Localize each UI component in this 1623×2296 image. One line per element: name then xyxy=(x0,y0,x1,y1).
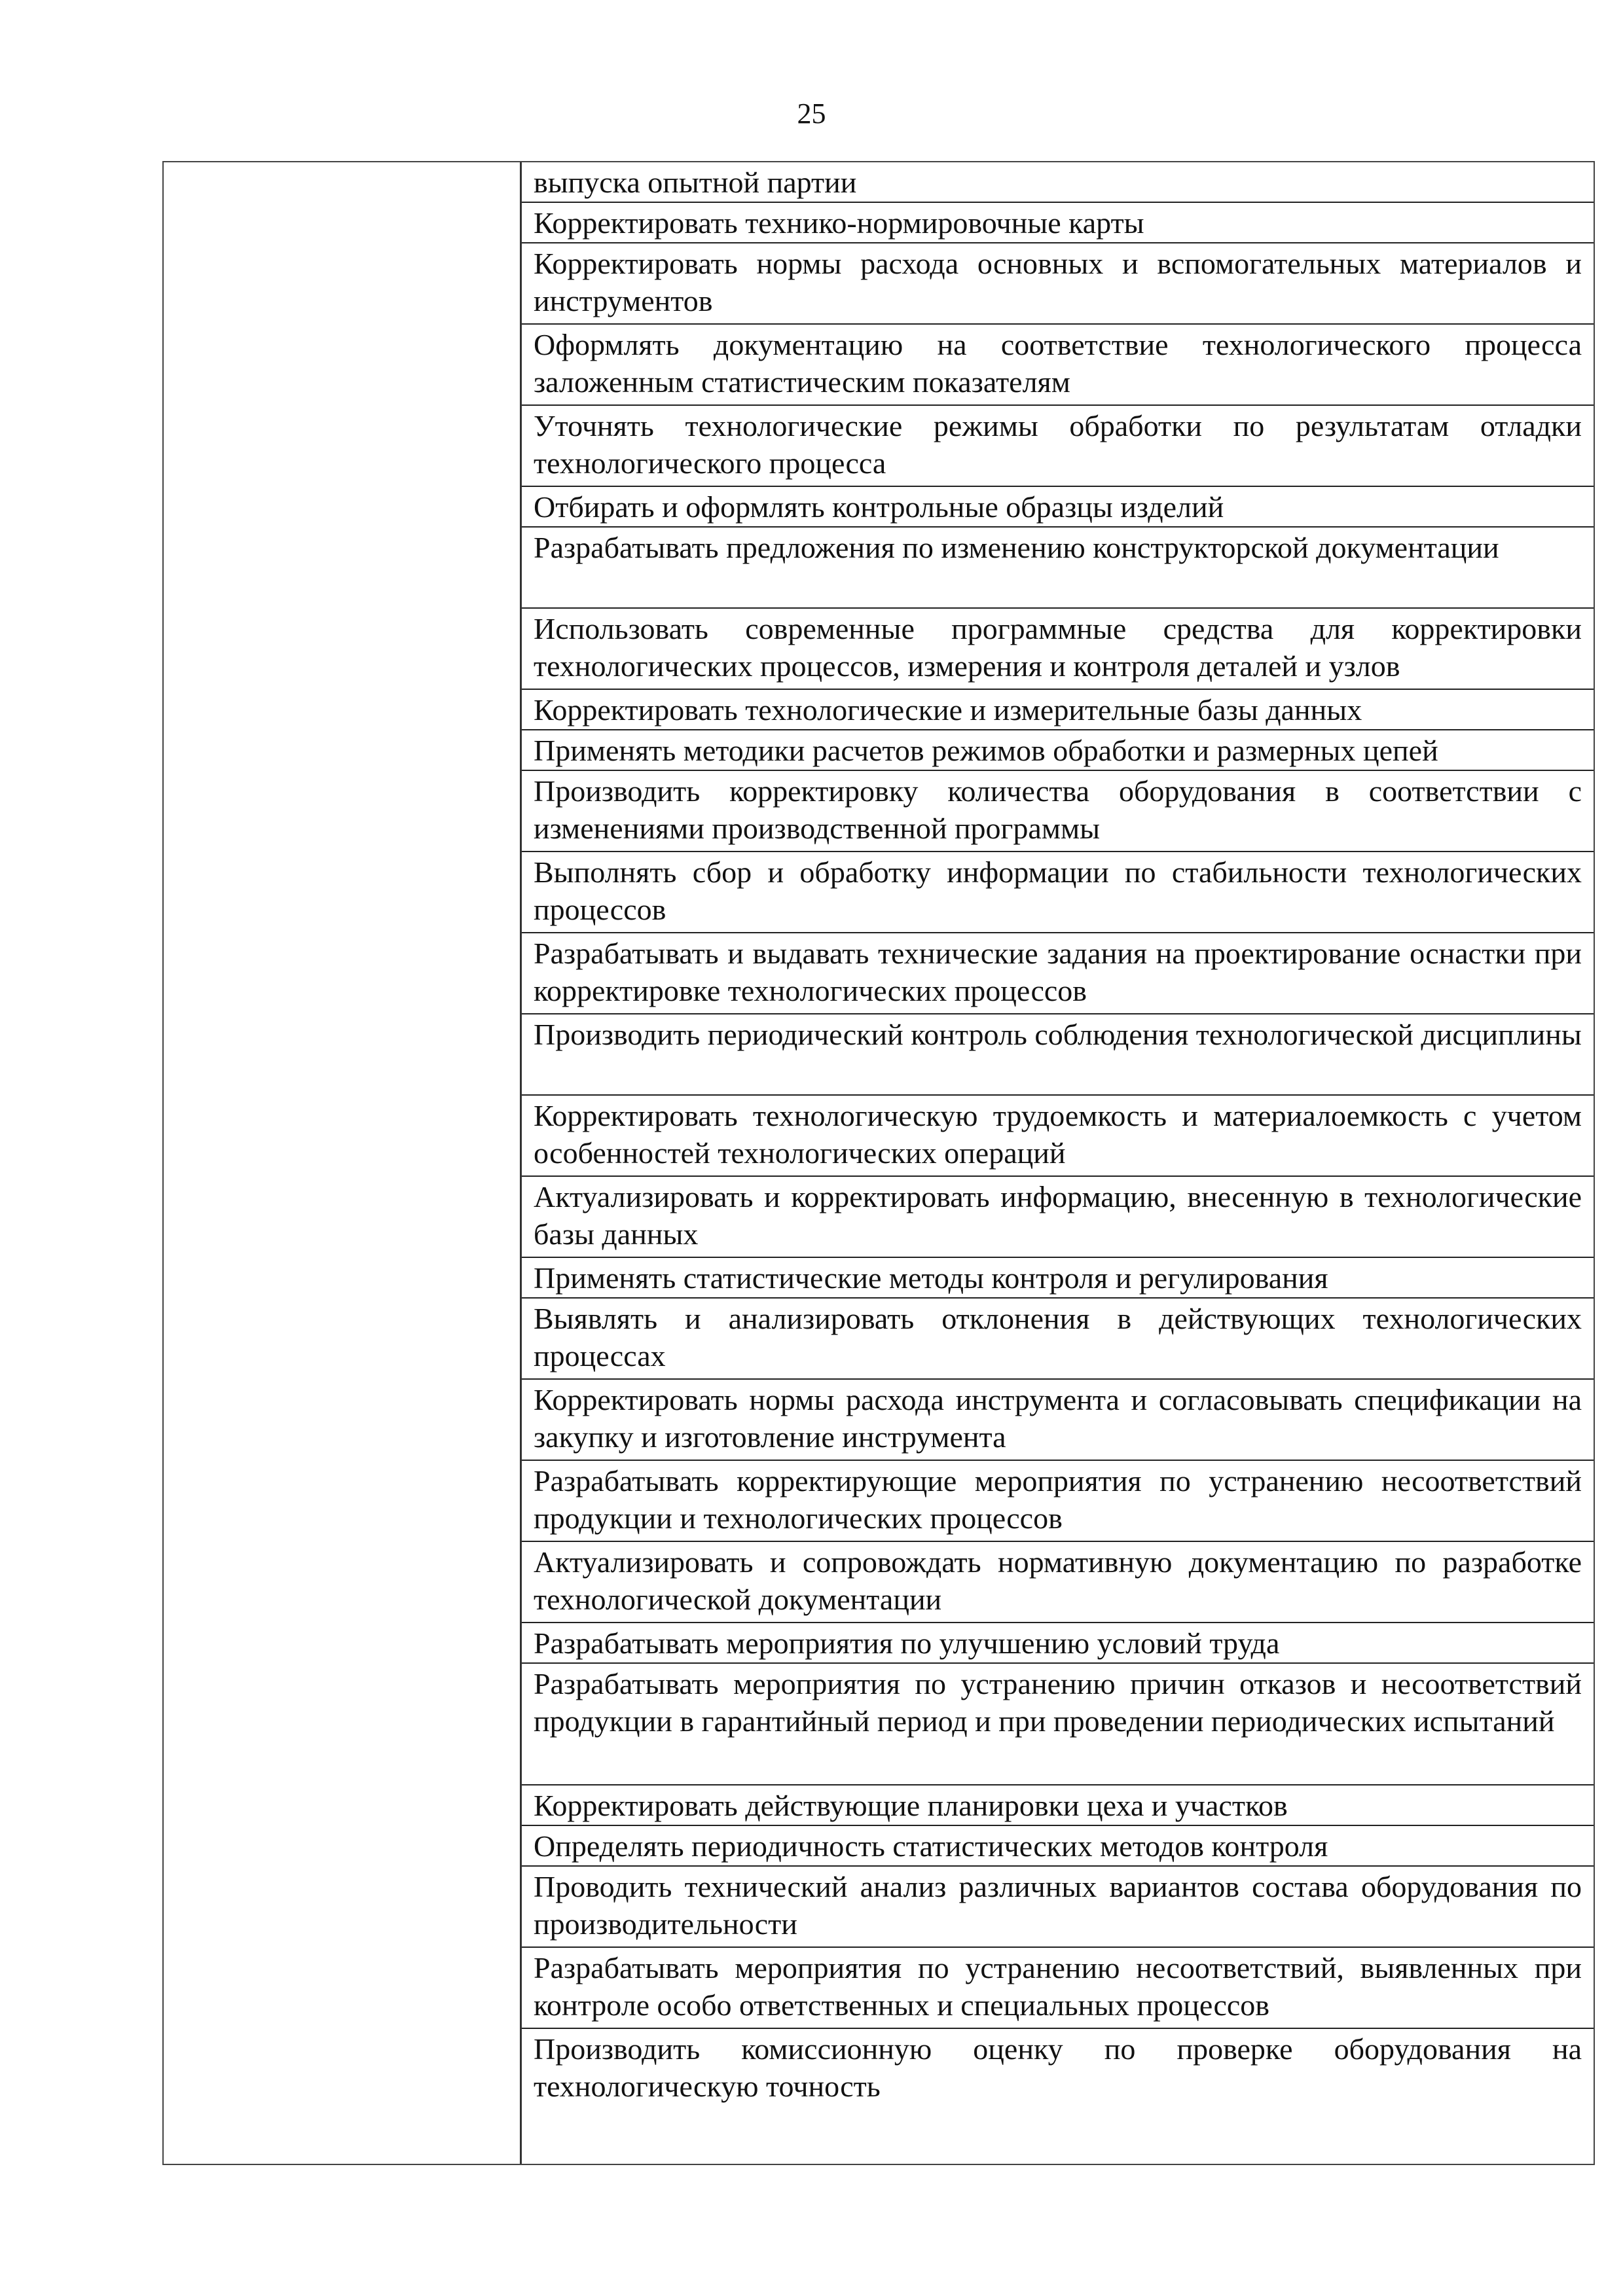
table-right-column xyxy=(522,162,1594,2164)
row-text: Использовать современные программные средства для корректировки технологических процессов, измерения и контроля деталей и узлов xyxy=(534,612,1582,683)
competency-table xyxy=(162,161,1595,2165)
table-row xyxy=(522,1299,1594,1380)
table-row xyxy=(522,162,1594,203)
row-text: Разрабатывать мероприятия по устранению причин отказов и несоответствий продукции в гарантийный период и при проведении периодических испытаний xyxy=(534,1667,1582,1738)
table-row xyxy=(522,1785,1594,1826)
row-text: Корректировать технико-нормировочные карты xyxy=(534,206,1144,240)
row-text: Производить периодический контроль соблюдения технологической дисциплины xyxy=(534,1018,1582,1051)
row-text: Определять периодичность статистических методов контроля xyxy=(534,1829,1328,1863)
page-number: 25 xyxy=(797,98,826,130)
table-row xyxy=(522,406,1594,487)
row-text: Применять статистические методы контроля и регулирования xyxy=(534,1261,1328,1295)
row-text: Разрабатывать мероприятия по улучшению условий труда xyxy=(534,1626,1280,1660)
table-row xyxy=(522,690,1594,730)
table-row xyxy=(522,852,1594,933)
row-text: Актуализировать и корректировать информацию, внесенную в технологические базы данных xyxy=(534,1180,1582,1251)
row-text: Оформлять документацию на соответствие технологического процесса заложенным статистическим показателям xyxy=(534,328,1582,399)
table-row xyxy=(522,933,1594,1014)
row-text: Отбирать и оформлять контрольные образцы изделий xyxy=(534,490,1224,524)
table-row xyxy=(522,1826,1594,1867)
table-row xyxy=(522,1096,1594,1177)
table-row xyxy=(522,609,1594,690)
row-text: Производить комиссионную оценку по проверке оборудования на технологическую точность xyxy=(534,2032,1582,2103)
table-row xyxy=(522,1867,1594,1948)
table-row xyxy=(522,243,1594,325)
row-text: Выявлять и анализировать отклонения в действующих технологических процессах xyxy=(534,1302,1582,1372)
table-row xyxy=(522,1177,1594,1258)
table-row xyxy=(522,1542,1594,1623)
table-row xyxy=(522,1948,1594,2029)
row-text: Корректировать действующие планировки цеха и участков xyxy=(534,1789,1288,1822)
row-text: Разрабатывать предложения по изменению конструкторской документации xyxy=(534,531,1499,564)
row-text: Проводить технический анализ различных вариантов состава оборудования по производительности xyxy=(534,1870,1582,1941)
table-row xyxy=(522,771,1594,852)
row-text: выпуска опытной партии xyxy=(534,166,857,199)
row-text: Корректировать технологическую трудоемкость и материалоемкость с учетом особенностей технологических операций xyxy=(534,1099,1582,1170)
row-text: Разрабатывать корректирующие мероприятия по устранению несоответствий продукции и технологических процессов xyxy=(534,1464,1582,1535)
row-text: Производить корректировку количества оборудования в соответствии с изменениями производственной программы xyxy=(534,774,1582,845)
table-row xyxy=(522,528,1594,609)
table-row xyxy=(522,1258,1594,1299)
row-text: Разрабатывать мероприятия по устранению несоответствий, выявленных при контроле особо ответственных и специальных процессов xyxy=(534,1951,1582,2022)
row-text: Разрабатывать и выдавать технические задания на проектирование оснастки при корректировке технологических процессов xyxy=(534,937,1582,1007)
table-row xyxy=(522,1380,1594,1461)
row-text: Актуализировать и сопровождать нормативную документацию по разработке технологической документации xyxy=(534,1545,1582,1616)
table-left-column xyxy=(164,162,522,2164)
row-text: Уточнять технологические режимы обработки по результатам отладки технологического процесса xyxy=(534,409,1582,480)
table-row xyxy=(522,1664,1594,1785)
table-row xyxy=(522,203,1594,243)
row-text: Корректировать нормы расхода основных и вспомогательных материалов и инструментов xyxy=(534,247,1582,317)
row-text: Корректировать технологические и измерительные базы данных xyxy=(534,693,1362,726)
row-text: Применять методики расчетов режимов обработки и размерных цепей xyxy=(534,734,1438,767)
row-text: Выполнять сбор и обработку информации по стабильности технологических процессов xyxy=(534,855,1582,926)
table-row xyxy=(522,1014,1594,1096)
table-row xyxy=(522,1623,1594,1664)
row-text: Корректировать нормы расхода инструмента и согласовывать спецификации на закупку и изготовление инструмента xyxy=(534,1383,1582,1454)
table-row xyxy=(522,2029,1594,2110)
table-row xyxy=(522,325,1594,406)
table-row xyxy=(522,730,1594,771)
table-row xyxy=(522,487,1594,528)
table-row xyxy=(522,1461,1594,1542)
